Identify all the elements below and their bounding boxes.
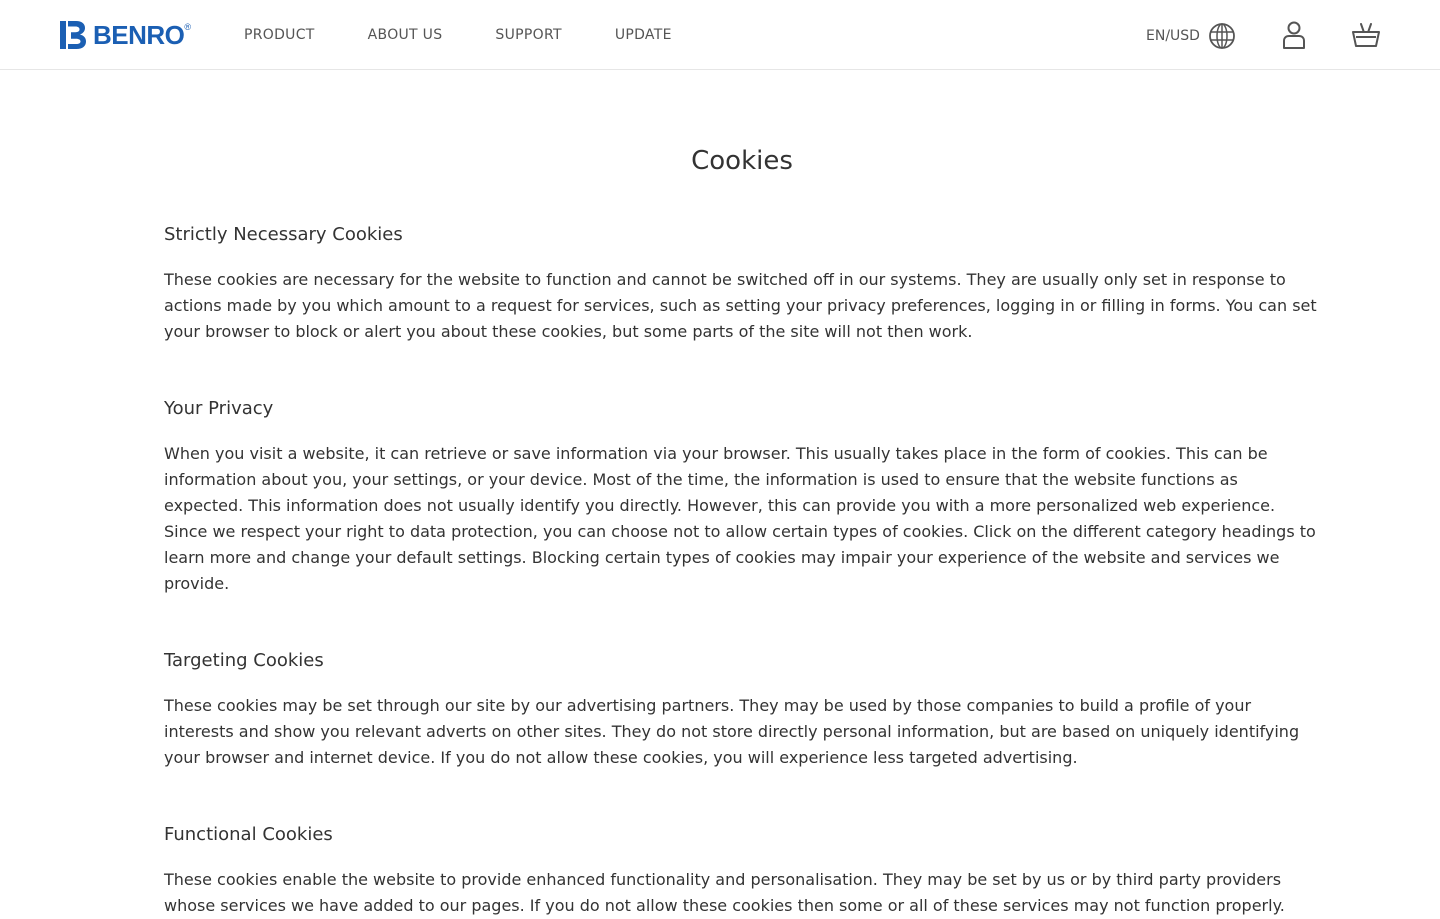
nav-product[interactable]: PRODUCT: [244, 27, 315, 43]
nav-update[interactable]: UPDATE: [614, 27, 672, 43]
registered-mark: ®: [184, 22, 192, 32]
section-heading: Functional Cookies: [164, 824, 333, 845]
main-nav: [244, 0, 725, 70]
brand-name: BENRO: [93, 20, 185, 50]
locale-label: EN/USD: [1146, 28, 1200, 44]
section-functional: [164, 823, 1320, 919]
section-heading: Targeting Cookies: [164, 650, 324, 671]
site-header: [0, 0, 1440, 70]
account-button[interactable]: [1280, 20, 1308, 50]
cart-button[interactable]: [1350, 20, 1382, 50]
section-heading: Your Privacy: [164, 398, 274, 419]
nav-support[interactable]: SUPPORT: [495, 27, 562, 43]
benro-logo[interactable]: [58, 19, 191, 51]
section-body: When you visit a website, it can retrieve or save information via your browser. This usually takes place in the form of cookies. This can be information about you, your settings, or your device. Most of the time, the information is used to ensure that the website functions as expected. This information does not usually identify you directly. However, this can provide you with a more personalized web experience. Since we respect your right to data protection, you can choose not to allow certain types of cookies. Click on the different category headings to learn more and change your default settings. Blocking certain types of cookies may impair your experience of the website and services we provide.: [164, 444, 1316, 593]
section-body: These cookies are necessary for the website to function and cannot be switched off in our systems. They are usually only set in response to actions made by you which amount to a request for services, such as setting your privacy preferences, logging in or filling in forms. You can set your browser to block or alert you about these cookies, but some parts of the site will not then work.: [164, 270, 1317, 341]
basket-icon: [1350, 20, 1382, 50]
section-body: These cookies may be set through our site by our advertising partners. They may be used by those companies to build a profile of your interests and show you relevant adverts on other sites. They do not store directly personal information, but are based on uniquely identifying your browser and internet device. If you do not allow these cookies, you will experience less targeted advertising.: [164, 696, 1300, 767]
section-body: These cookies enable the website to provide enhanced functionality and personalisation. They may be set by us or by third party providers whose services we have added to our pages. If you do not allow these cookies then some or all of these services may not function properly.: [164, 870, 1285, 915]
globe-icon: [1208, 22, 1236, 50]
section-your-privacy: [164, 397, 1320, 597]
locale-selector[interactable]: [1146, 21, 1236, 51]
nav-about-us[interactable]: ABOUT US: [367, 27, 443, 43]
benro-logo-mark-icon: [58, 20, 88, 50]
user-icon: [1280, 20, 1308, 50]
page-title: Cookies: [691, 146, 793, 176]
section-targeting: [164, 649, 1320, 771]
section-strictly-necessary: [164, 223, 1320, 345]
section-heading: Strictly Necessary Cookies: [164, 224, 403, 245]
